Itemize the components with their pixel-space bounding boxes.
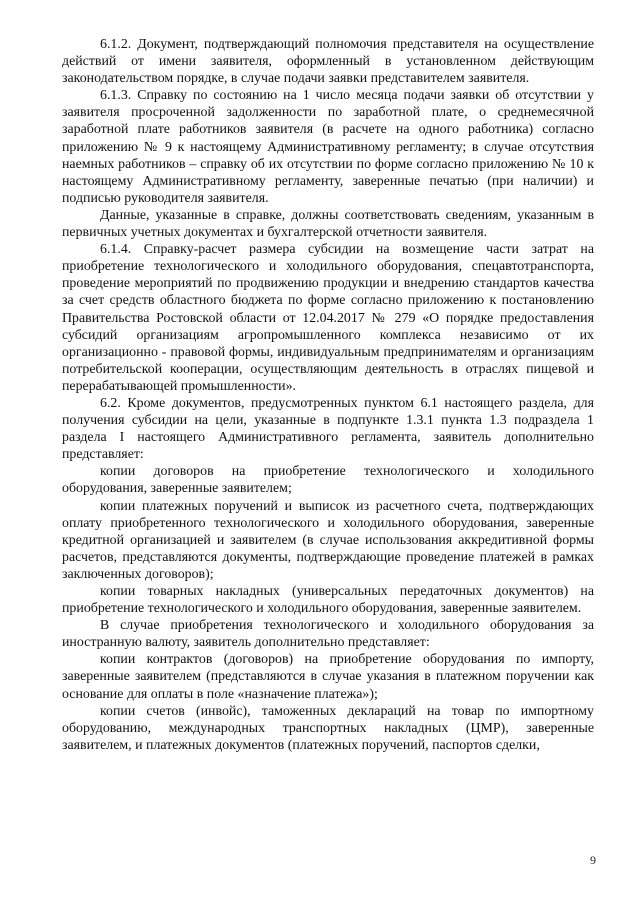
document-page [62,36,594,754]
paragraph-foreign-currency: В случае приобретения технологического и холодильного оборудования за иностранную валюту, заявитель дополнительно представляет: [62,618,594,651]
paragraph-data-note: Данные, указанные в справке, должны соответствовать сведениям, указанным в первичных учетных документах и бухгалтерской отчетности заявителя. [62,207,594,241]
list-item-import-contracts: копии контрактов (договоров) на приобретение оборудования по импорту, заверенные заявителем (представляются в случае указания в платежном поручении как основание для оплаты в поле «назначение платежа»); [62,652,594,702]
list-item-payment-orders: копии платежных поручений и выписок из расчетного счета, подтверждающих оплату приобретенного технологического и холодильного оборудования, заверенные кредитной организацией и заявителем (в случае использования аккредитивной формы расчетов, представляются документы, подтверждающие проведение платежей в рамках заключенных договоров); [62,498,594,582]
paragraph-6-1-2: 6.1.2. Документ, подтверждающий полномочия представителя на осуществление действий от имени заявителя, оформленный в установленном действующим законодательством порядке, в случае подачи заявки представителем заявителя. [62,37,594,87]
list-item-invoices: копии счетов (инвойс), таможенных деклараций на товар по импортному оборудованию, международных транспортных накладных (ЦМР), заверенные заявителем, и платежных документов (платежных поручений, паспортов сделки, [62,703,594,753]
paragraph-6-1-3: 6.1.3. Справку по состоянию на 1 число месяца подачи заявки об отсутствии у заявителя просроченной задолженности по заработной плате, о среднемесячной заработной плате работников заявителя (в расчете на одного работника) согласно приложению № 9 к настоящему Административному регламенту; в случае отсутствия наемных работников – справку об их отсутствии по форме согласно приложению № 10 к настоящему Административному регламенту, заверенные печатью (при наличии) и подписью руководителя заявителя. [62,88,594,206]
list-item-waybills: копии товарных накладных (универсальных передаточных документов) на приобретение технологического и холодильного оборудования, заверенные заявителем. [62,584,594,617]
paragraph-6-2: 6.2. Кроме документов, предусмотренных пунктом 6.1 настоящего раздела, для получения субсидии на цели, указанные в подпункте 1.3.1 пункта 1.3 подраздела 1 раздела I настоящего Административного регламента, заявитель дополнительно представляет: [62,395,594,463]
page-number: 9 [590,853,596,867]
list-item-contracts-copies: копии договоров на приобретение технологического и холодильного оборудования, заверенные заявителем; [62,464,594,497]
paragraph-6-1-4: 6.1.4. Справку-расчет размера субсидии на возмещение части затрат на приобретение технологического и холодильного оборудования, спецавтотранспорта, проведение мероприятий по продвижению продукции и внедрению стандартов качества за счет средств областного бюджета по форме согласно приложению к постановлению Правительства Ростовской области от 12.04.2017 № 279 «О порядке предоставления субсидий организациям агропромышленного комплекса независимо от их организационно - правовой формы, индивидуальным предпринимателям и организациям потребительской кооперации, осуществляющим деятельность в отраслях пищевой и перерабатывающей промышленности». [62,242,594,394]
